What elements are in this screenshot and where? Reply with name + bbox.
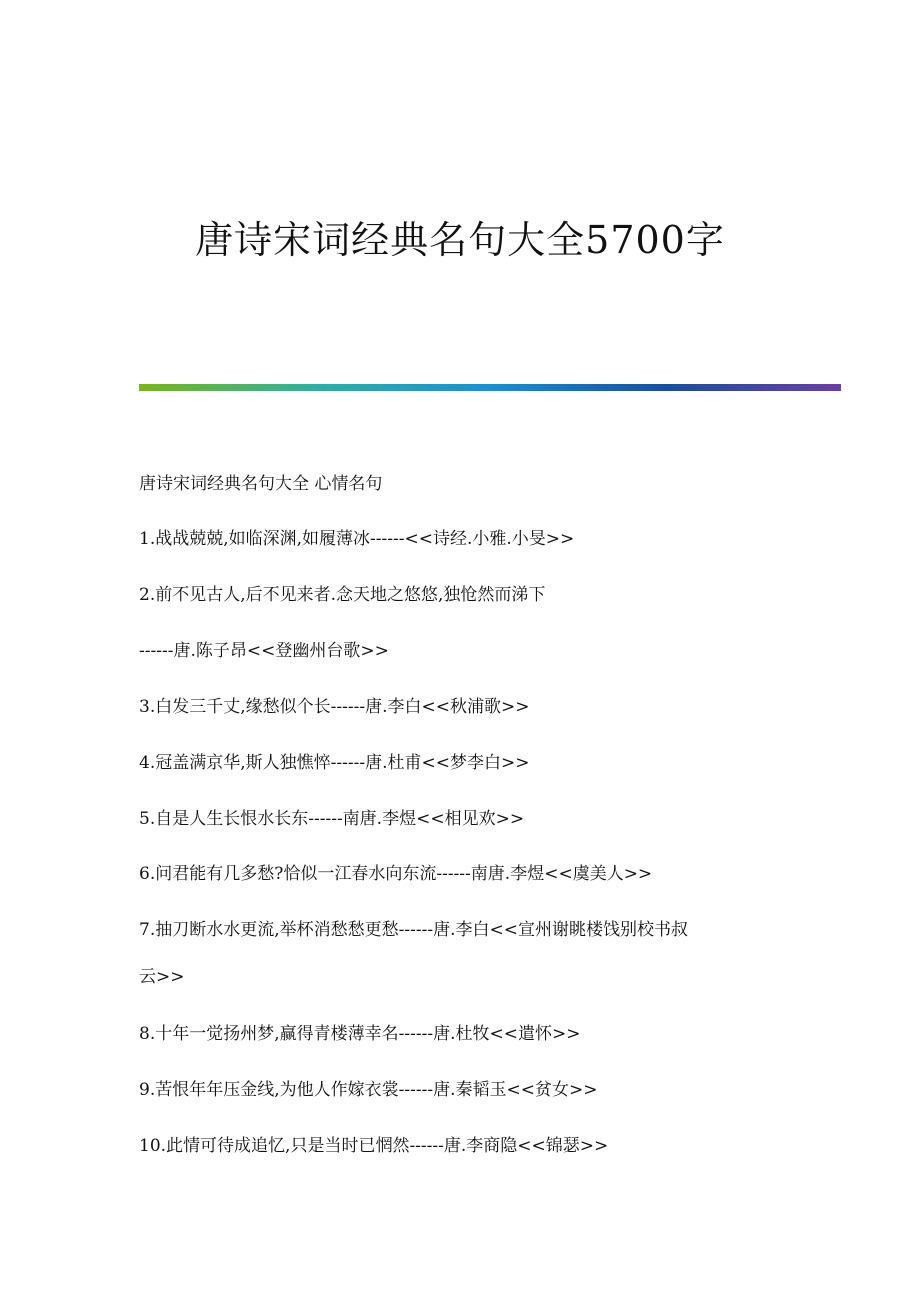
quote-line: 云>> bbox=[139, 967, 185, 987]
quote-line: 10.此情可待成追忆,只是当时已惘然------唐.李商隐<<锦瑟>> bbox=[139, 1136, 609, 1156]
quote-line: 6.问君能有几多愁?恰似一江春水向东流------南唐.李煜<<虞美人>> bbox=[139, 864, 653, 884]
document-title: 唐诗宋词经典名句大全5700字 bbox=[195, 218, 725, 262]
quote-line: ------唐.陈子昂<<登幽州台歌>> bbox=[139, 641, 389, 661]
quote-line: 5.自是人生长恨水长东------南唐.李煜<<相见欢>> bbox=[139, 809, 525, 829]
quote-line: 2.前不见古人,后不见来者.念天地之悠悠,独怆然而涕下 bbox=[139, 585, 546, 605]
quote-line: 4.冠盖满京华,斯人独憔悴------唐.杜甫<<梦李白>> bbox=[139, 753, 530, 773]
section-heading: 唐诗宋词经典名句大全 心情名句 bbox=[139, 474, 383, 494]
gradient-divider bbox=[139, 384, 841, 391]
quote-line: 7.抽刀断水水更流,举杯消愁愁更愁------唐.李白<<宣州谢眺楼饯别校书叔 bbox=[139, 920, 688, 940]
quote-line: 9.苦恨年年压金线,为他人作嫁衣裳------唐.秦韬玉<<贫女>> bbox=[139, 1080, 598, 1100]
quote-line: 8.十年一觉扬州梦,赢得青楼薄幸名------唐.杜牧<<遣怀>> bbox=[139, 1024, 581, 1044]
quote-line: 3.白发三千丈,缘愁似个长------唐.李白<<秋浦歌>> bbox=[139, 697, 530, 717]
quote-line: 1.战战兢兢,如临深渊,如履薄冰------<<诗经.小雅.小旻>> bbox=[139, 529, 575, 549]
